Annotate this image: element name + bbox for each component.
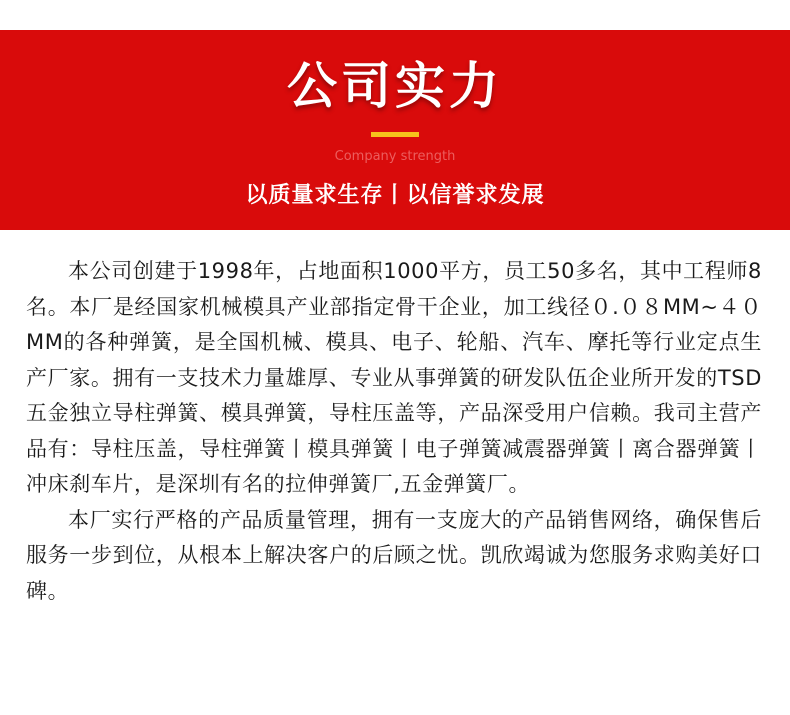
english-subtitle: Company strength [334, 149, 456, 164]
description-paragraph-service: 本厂实行严格的产品质量管理，拥有一支庞大的产品销售网络，确保售后服务一步到位，从根本上解决客户的后顾之忧。凯欣竭诚为您服务求购美好口碑。 [26, 507, 762, 603]
title-underline-accent [371, 132, 419, 137]
page-title: 公司实力 [287, 57, 503, 115]
company-description [26, 254, 762, 609]
company-slogan: 以质量求生存丨以信誉求发展 [245, 183, 545, 208]
description-paragraph-intro: 本公司创建于1998年，占地面积1000平方，员工50多名，其中工程师8名。本厂是经国家机械模具产业部指定骨干企业，加工线径０.０８MM~４０MM的各种弹簧，是全国机械、模具、电子、轮船、汽车、摩托等行业定点生产厂家。拥有一支技术力量雄厚、专业从事弹簧的研发队伍企业所开发的TSD五金独立导柱弹簧、模具弹簧，导柱压盖等，产品深受用户信赖。我司主营产品有：导柱压盖，导柱弹簧丨模具弹簧丨电子弹簧减震器弹簧丨离合器弹簧丨冲床刹车片，是深圳有名的拉伸弹簧厂,五金弹簧厂。 [26, 259, 762, 496]
